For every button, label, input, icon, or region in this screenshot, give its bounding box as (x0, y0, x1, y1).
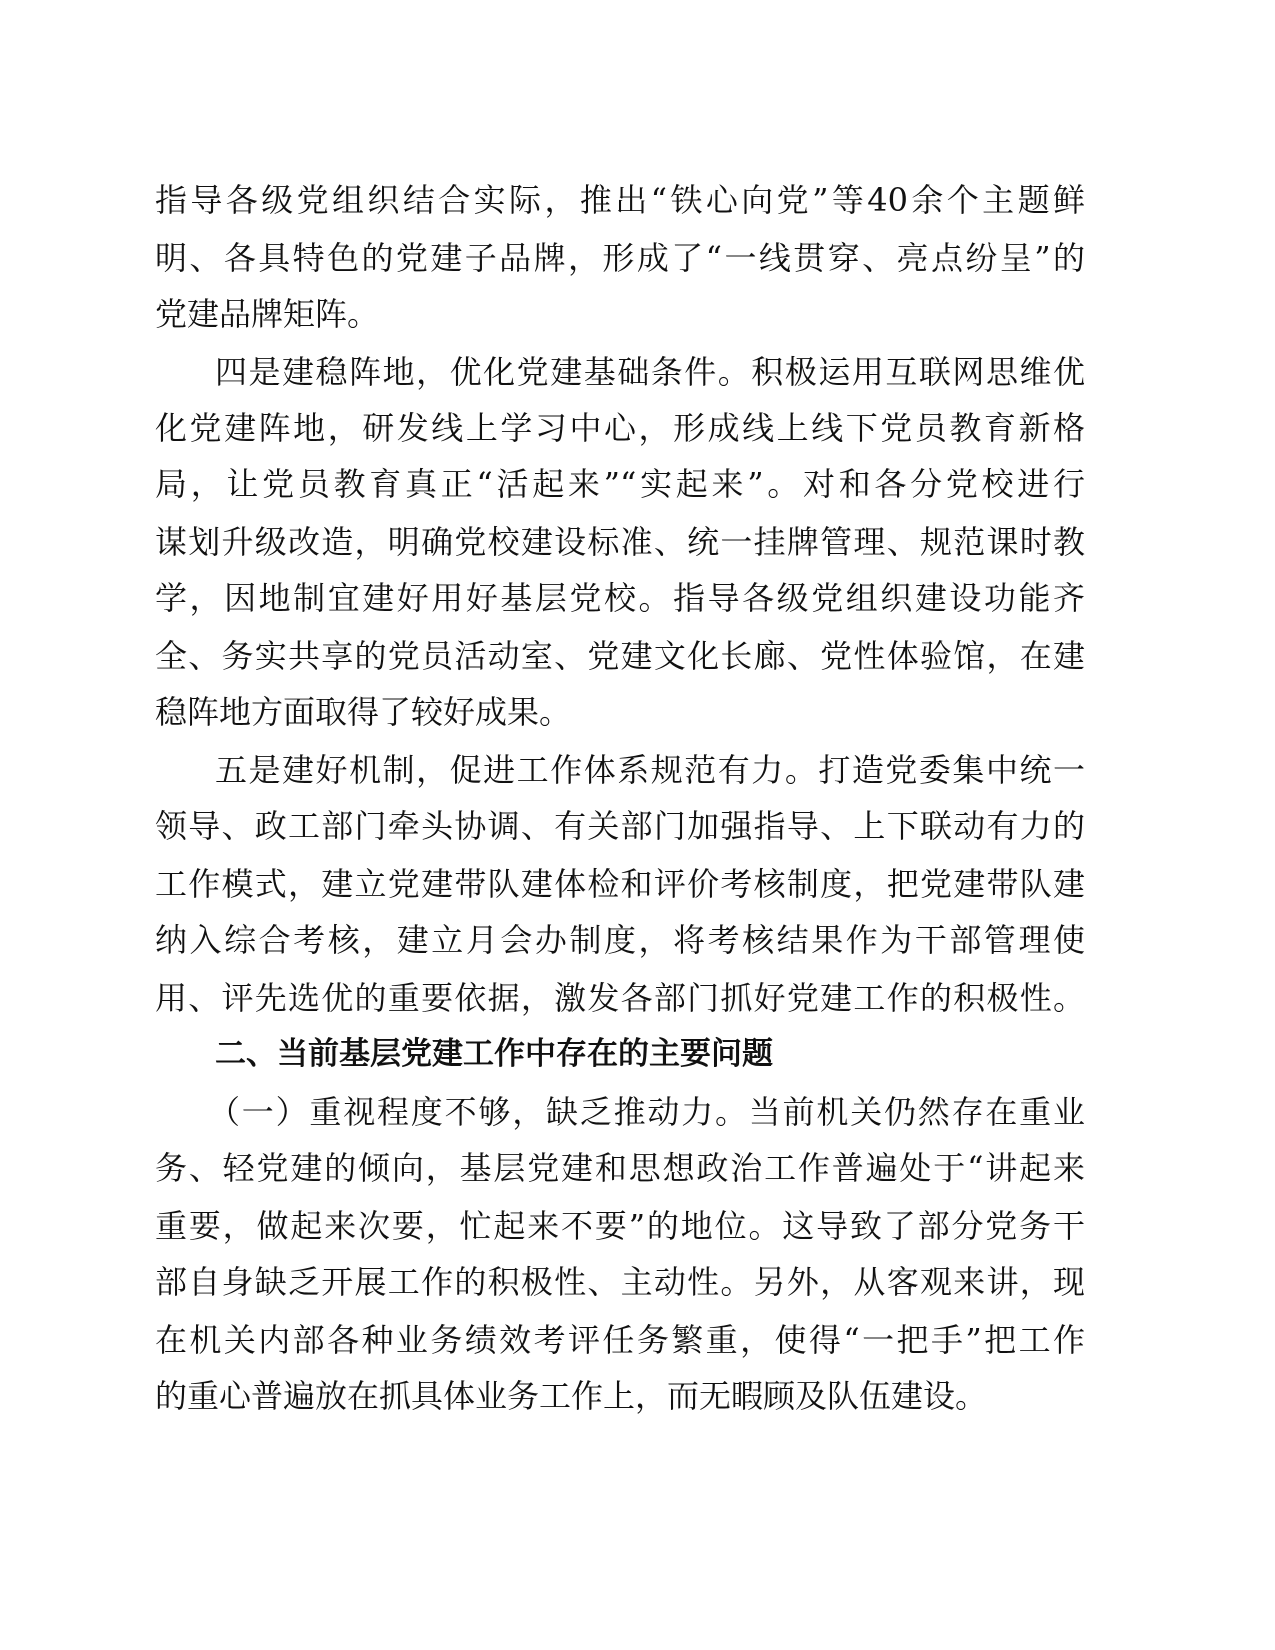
paragraph-line: 党建品牌矩阵。 (155, 295, 380, 333)
paragraph-line: 稳阵地方面取得了较好成果。 (155, 693, 572, 731)
paragraph-line: 五是建好机制，促进工作体系规范有力。打造党委集中统一 (215, 751, 1085, 789)
paragraph-line: 局，让党员教育真正“活起来”“实起来”。对和各分党校进行 (155, 465, 1085, 503)
paragraph-line: 学，因地制宜建好用好基层党校。指导各级党组织建设功能齐 (155, 579, 1085, 617)
paragraph-line: （一）重视程度不够，缺乏推动力。当前机关仍然存在重业 (208, 1093, 1085, 1131)
paragraph-line: 重要，做起来次要，忙起来不要”的地位。这导致了部分党务干 (155, 1207, 1085, 1245)
paragraph-line: 指导各级党组织结合实际，推出“铁心向党”等40余个主题鲜 (155, 181, 1085, 219)
paragraph-line: 用、评先选优的重要依据，激发各部门抓好党建工作的积极性。 (155, 979, 1085, 1017)
paragraph-line: 纳入综合考核，建立月会办制度，将考核结果作为干部管理使 (155, 921, 1085, 959)
section-heading: 二、当前基层党建工作中存在的主要问题 (215, 1036, 773, 1072)
paragraph-line: 全、务实共享的党员活动室、党建文化长廊、党性体验馆，在建 (155, 637, 1085, 675)
paragraph-line: 的重心普遍放在抓具体业务工作上，而无暇顾及队伍建设。 (155, 1377, 988, 1415)
paragraph-line: 谋划升级改造，明确党校建设标准、统一挂牌管理、规范课时教 (155, 523, 1085, 561)
paragraph-line: 四是建稳阵地，优化党建基础条件。积极运用互联网思维优 (215, 353, 1085, 391)
paragraph-line: 在机关内部各种业务绩效考评任务繁重，使得“一把手”把工作 (155, 1321, 1085, 1359)
paragraph-line: 领导、政工部门牵头协调、有关部门加强指导、上下联动有力的 (155, 807, 1085, 845)
paragraph-line: 化党建阵地，研发线上学习中心，形成线上线下党员教育新格 (155, 409, 1085, 447)
paragraph-line: 工作模式，建立党建带队建体检和评价考核制度，把党建带队建 (155, 865, 1085, 903)
paragraph-line: 明、各具特色的党建子品牌，形成了“一线贯穿、亮点纷呈”的 (155, 239, 1085, 277)
paragraph-line: 务、轻党建的倾向，基层党建和思想政治工作普遍处于“讲起来 (155, 1149, 1085, 1187)
paragraph-line: 部自身缺乏开展工作的积极性、主动性。另外，从客观来讲，现 (155, 1263, 1085, 1301)
